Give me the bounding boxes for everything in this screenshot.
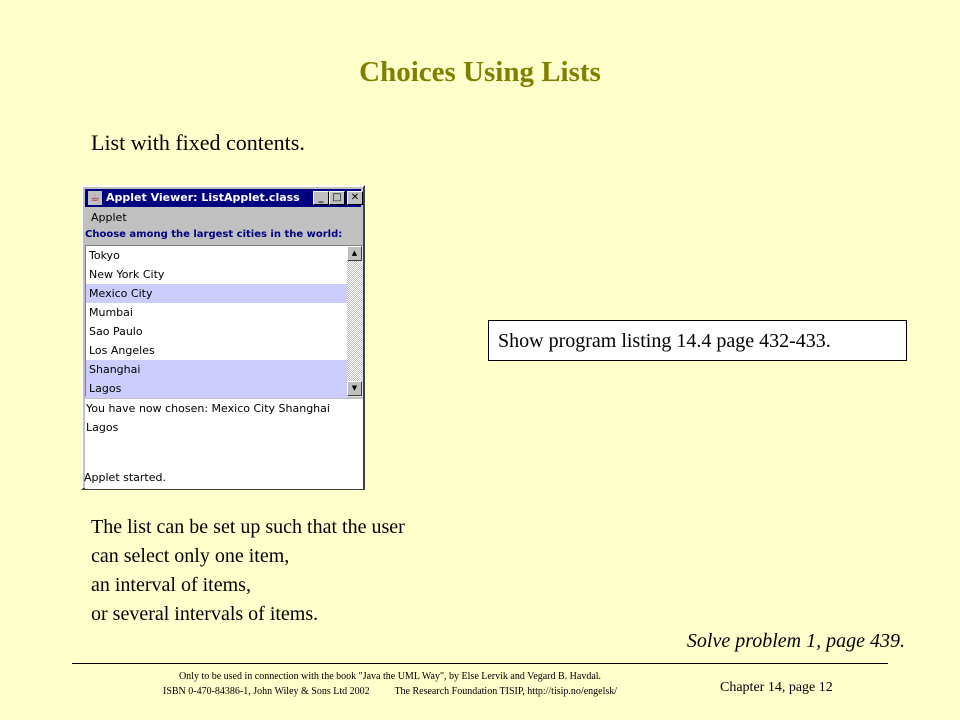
minimize-button[interactable]: _ (313, 191, 329, 205)
footer-divider (72, 663, 888, 664)
footer-line: ISBN 0-470-84386-1, John Wiley & Sons Ltd 2002 The Research Foundation TISIP, http://tisip.no/engelsk/ (162, 686, 618, 697)
description-text (91, 513, 405, 629)
window-titlebar[interactable] (85, 189, 361, 207)
page-number: Chapter 14, page 12 (720, 680, 833, 695)
slide-subtitle: List with fixed contents. (91, 130, 305, 155)
window-title: Applet Viewer: ListApplet.class (106, 191, 300, 204)
city-list-items (86, 246, 348, 398)
java-cup-icon: ☕ (88, 191, 102, 205)
applet-viewer-window (81, 185, 365, 490)
scrollbar-track[interactable] (347, 261, 362, 381)
program-listing-callout: Show program listing 14.4 page 432-433. (488, 320, 907, 361)
output-line: You have now chosen: Mexico City Shanghai (86, 402, 330, 415)
output-line: Lagos (86, 421, 119, 434)
slide-title: Choices Using Lists (359, 56, 601, 88)
maximize-button[interactable]: □ (329, 191, 345, 205)
list-item[interactable]: Mexico City (86, 284, 348, 303)
vertical-scrollbar[interactable] (347, 246, 362, 396)
list-item[interactable]: Tokyo (89, 249, 120, 262)
menu-applet[interactable]: Applet (91, 211, 127, 224)
city-list[interactable] (85, 245, 363, 397)
footer-copyright (90, 669, 690, 699)
description-line: can select only one item, (91, 545, 290, 567)
scroll-up-arrow-icon[interactable]: ▲ (347, 246, 362, 261)
menu-bar (85, 209, 361, 227)
scroll-down-arrow-icon[interactable]: ▼ (347, 381, 362, 396)
list-item[interactable]: Shanghai (86, 360, 348, 379)
close-button[interactable]: ✕ (347, 191, 363, 205)
list-item[interactable]: Sao Paulo (89, 325, 143, 338)
applet-status: Applet started. (84, 471, 166, 484)
solve-problem-note: Solve problem 1, page 439. (686, 630, 905, 652)
list-prompt-label: Choose among the largest cities in the world: (85, 229, 343, 240)
list-item[interactable]: Lagos (86, 379, 348, 398)
list-item[interactable]: Mumbai (89, 306, 133, 319)
footer-line: Only to be used in connection with the book "Java the UML Way", by Else Lervik and Vegard B. Havdal. (178, 671, 602, 682)
description-line: The list can be set up such that the user (91, 516, 405, 538)
list-item[interactable]: New York City (89, 268, 165, 281)
description-line: or several intervals of items. (91, 603, 319, 625)
description-line: an interval of items, (91, 574, 251, 596)
list-item[interactable]: Los Angeles (89, 344, 155, 357)
